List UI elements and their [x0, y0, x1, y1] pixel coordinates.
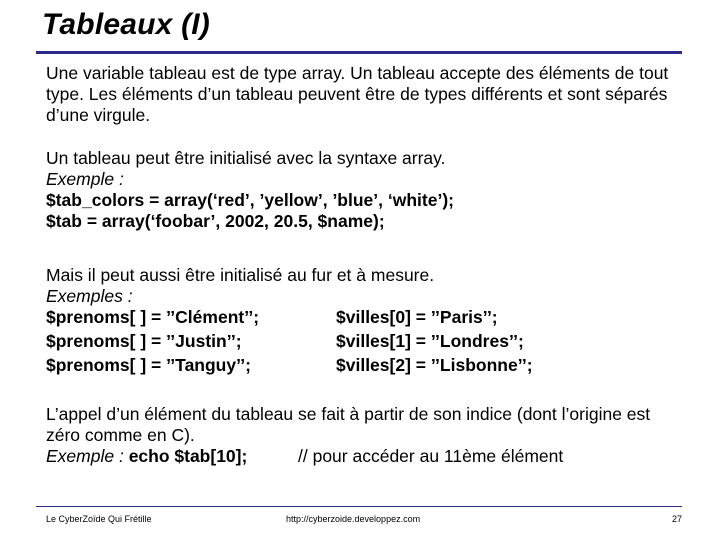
incremental-intro: Mais il peut aussi être initialisé au fur et à mesure. — [46, 265, 435, 285]
code-tab-colors: $tab_colors = array(‘red’, ’yellow’, ’blue’, ‘white’); — [46, 190, 454, 210]
footer-url[interactable]: http://cyberzoide.developpez.com — [286, 514, 421, 524]
code-prenoms-1: $prenoms[ ] = ’’Clément’’; — [46, 307, 260, 327]
paragraph-array-type: Une variable tableau est de type array. Un tableau accepte des éléments de tout type. Les éléments d’un tableau peuvent être de types différents et sont séparés d’une virgule. — [46, 63, 669, 125]
examples-label: Exemples : — [46, 286, 133, 306]
slide-title: Tableaux (I) — [42, 8, 210, 41]
code-echo: echo $tab[10]; — [128, 446, 248, 466]
code-villes-0: $villes[0] = ’’Paris’’; — [336, 307, 498, 327]
page-number: 27 — [672, 514, 683, 524]
paragraph-element-access — [46, 404, 676, 470]
init-intro: Un tableau peut être initialisé avec la syntaxe array. — [46, 148, 446, 168]
access-text: L’appel d’un élément du tableau se fait à partir de son indice (dont l’origine est zéro comme en C). — [46, 404, 651, 445]
access-example-label: Exemple : — [46, 446, 129, 466]
code-row-2 — [46, 331, 524, 355]
code-villes-1: $villes[1] = ’’Londres’’; — [336, 331, 524, 351]
code-row-3 — [46, 355, 533, 379]
footer-author: Le CyberZoïde Qui Frétille — [46, 514, 152, 524]
paragraph-incremental-init — [46, 265, 533, 379]
title-underline — [36, 51, 682, 54]
code-prenoms-3: $prenoms[ ] = ’’Tanguy’’; — [46, 355, 252, 375]
code-prenoms-2: $prenoms[ ] = ’’Justin’’; — [46, 331, 242, 351]
code-villes-2: $villes[2] = ’’Lisbonne’’; — [336, 355, 533, 375]
access-example-line — [46, 446, 676, 470]
footer-divider — [36, 506, 682, 507]
code-comment: // pour accéder au 11ème élément — [298, 446, 564, 466]
code-tab: $tab = array(‘foobar’, 2002, 20.5, $name); — [46, 211, 385, 231]
code-row-1 — [46, 307, 498, 331]
paragraph-initialization — [46, 148, 454, 232]
example-label: Exemple : — [46, 169, 124, 189]
